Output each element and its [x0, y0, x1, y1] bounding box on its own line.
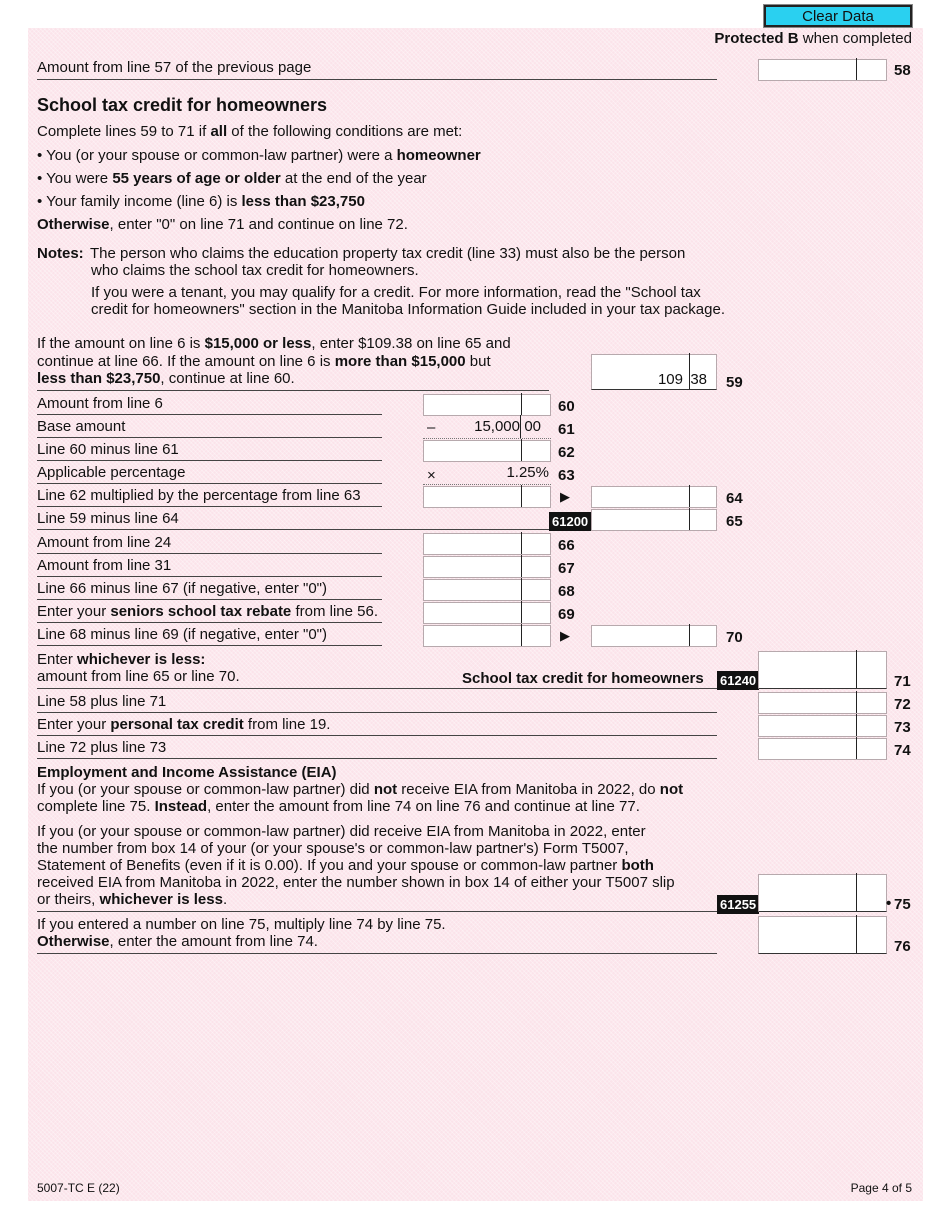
- eia-p1-line-b: complete line 75. Instead, enter the amount from line 74 on line 76 and continue at line 77.: [37, 798, 640, 815]
- line-64-input-left[interactable]: [423, 486, 551, 508]
- line-64-number: 64: [726, 490, 743, 507]
- eia-p2-line-e: or theirs, whichever is less.: [37, 891, 228, 908]
- intro-text: Complete lines 59 to 71 if all of the following conditions are met:: [37, 123, 463, 140]
- bullet-1: • You (or your spouse or common-law partner) were a homeowner: [37, 147, 481, 164]
- note-2-line-b: credit for homeowners" section in the Manitoba Information Guide included in your tax package.: [91, 301, 726, 318]
- line-73-number: 73: [894, 719, 911, 736]
- line-71-label-b: amount from line 65 or line 70.: [37, 668, 240, 685]
- line-58-input[interactable]: [758, 59, 887, 81]
- eia-p2-line-c: Statement of Benefits (even if it is 0.00). If you and your spouse or common-law partner both: [37, 857, 654, 874]
- line-65-label: Line 59 minus line 64: [37, 510, 179, 527]
- line-63-number: 63: [558, 467, 575, 484]
- line-71-title: School tax credit for homeowners: [462, 670, 704, 687]
- line-72-number: 72: [894, 696, 911, 713]
- line-62-label: Line 60 minus line 61: [37, 441, 179, 458]
- line-59-text-a: If the amount on line 6 is $15,000 or less, enter $109.38 on line 65 and: [37, 335, 511, 352]
- line-58-label: Amount from line 57 of the previous page: [37, 59, 312, 76]
- line-65-number: 65: [726, 513, 743, 530]
- page-number: Page 4 of 5: [850, 1181, 912, 1195]
- line-61-number: 61: [558, 421, 575, 438]
- line-66-number: 66: [558, 537, 575, 554]
- line-74-label: Line 72 plus line 73: [37, 739, 167, 756]
- line-69-input[interactable]: [423, 602, 551, 624]
- line-59-text-b: continue at line 66. If the amount on line 6 is more than $15,000 but: [37, 353, 491, 370]
- line-74-input[interactable]: [758, 738, 887, 760]
- line-73-input[interactable]: [758, 715, 887, 737]
- bullet-2: • You were 55 years of age or older at the end of the year: [37, 170, 427, 187]
- form-id: 5007-TC E (22): [37, 1181, 120, 1195]
- line-70-input-right[interactable]: [591, 625, 717, 647]
- line-64-arrow-icon: ▶: [560, 489, 570, 504]
- note-2-line-a: If you were a tenant, you may qualify for a credit. For more information, read the "School tax: [91, 284, 701, 301]
- line-75-number: 75: [894, 896, 911, 913]
- line-72-input[interactable]: [758, 692, 887, 714]
- line-67-input[interactable]: [423, 556, 551, 578]
- line-68-label: Line 66 minus line 67 (if negative, enter "0"): [37, 580, 327, 597]
- line-71-label-a: Enter whichever is less:: [37, 651, 206, 668]
- line-74-number: 74: [894, 742, 911, 759]
- line-71-code: 61240: [717, 671, 759, 690]
- line-69-label: Enter your seniors school tax rebate from line 56.: [37, 603, 378, 620]
- eia-title: Employment and Income Assistance (EIA): [37, 764, 337, 781]
- line-64-label: Line 62 multiplied by the percentage from line 63: [37, 487, 361, 504]
- eia-p1-line-a: If you (or your spouse or common-law partner) did not receive EIA from Manitoba in 2022, do not: [37, 781, 684, 798]
- line-68-number: 68: [558, 583, 575, 600]
- line-63-value: 1.25%: [423, 463, 551, 485]
- line-60-label: Amount from line 6: [37, 395, 163, 412]
- notes-label: Notes:: [37, 245, 84, 262]
- line-71-number: 71: [894, 673, 911, 690]
- line-66-label: Amount from line 24: [37, 534, 172, 551]
- line-60-number: 60: [558, 398, 575, 415]
- line-60-input[interactable]: [423, 394, 551, 416]
- line-69-number: 69: [558, 606, 575, 623]
- line-70-input-left[interactable]: [423, 625, 551, 647]
- eia-p2-line-b: the number from box 14 of your (or your spouse's or common-law partner's) Form T5007,: [37, 840, 629, 857]
- section-title: School tax credit for homeowners: [37, 95, 328, 115]
- line-72-label: Line 58 plus line 71: [37, 693, 167, 710]
- eia-p2-line-a: If you (or your spouse or common-law partner) did receive EIA from Manitoba in 2022, enter: [37, 823, 646, 840]
- note-1-line-a: The person who claims the education property tax credit (line 33) must also be the person: [90, 245, 686, 262]
- line-58-number: 58: [894, 62, 911, 79]
- line-64-input-right[interactable]: [591, 486, 717, 508]
- line-73-label: Enter your personal tax credit from line 19.: [37, 716, 331, 733]
- line-63-label: Applicable percentage: [37, 464, 186, 481]
- line-70-number: 70: [726, 629, 743, 646]
- line-75-code: 61255: [717, 895, 759, 914]
- line-63-operator: ×: [427, 467, 436, 484]
- line-62-number: 62: [558, 444, 575, 461]
- line-75-bullet: •: [886, 895, 892, 912]
- line-67-label: Amount from line 31: [37, 557, 172, 574]
- eia-p2-line-d: received EIA from Manitoba in 2022, enter the number shown in box 14 of either your T5007 slip: [37, 874, 675, 891]
- line-65-input[interactable]: [591, 509, 717, 531]
- line-61-input[interactable]: 15,000 00: [423, 417, 551, 439]
- line-59-input[interactable]: 109 38: [591, 354, 717, 390]
- line-71-input[interactable]: [758, 651, 887, 689]
- line-61-label: Base amount: [37, 418, 126, 435]
- line-65-code: 61200: [549, 512, 591, 531]
- eia-p3-line-a: If you entered a number on line 75, multiply line 74 by line 75.: [37, 916, 446, 933]
- line-68-input[interactable]: [423, 579, 551, 601]
- line-61-operator: –: [427, 419, 436, 436]
- protected-label: Protected B when completed: [714, 30, 912, 47]
- bullet-3: • Your family income (line 6) is less than $23,750: [37, 193, 365, 210]
- line-66-input[interactable]: [423, 533, 551, 555]
- eia-p3-line-b: Otherwise, enter the amount from line 74.: [37, 933, 318, 950]
- line-59-text-c: less than $23,750, continue at line 60.: [37, 370, 295, 387]
- clear-data-button[interactable]: Clear Data: [764, 5, 912, 27]
- line-76-input[interactable]: [758, 916, 887, 954]
- line-75-input[interactable]: [758, 874, 887, 912]
- line-70-label: Line 68 minus line 69 (if negative, enter "0"): [37, 626, 327, 643]
- line-67-number: 67: [558, 560, 575, 577]
- line-70-arrow-icon: ▶: [560, 628, 570, 643]
- line-76-number: 76: [894, 938, 911, 955]
- line-62-input[interactable]: [423, 440, 551, 462]
- note-1-line-b: who claims the school tax credit for homeowners.: [91, 262, 419, 279]
- line-59-number: 59: [726, 374, 743, 391]
- otherwise-text: Otherwise, enter "0" on line 71 and continue on line 72.: [37, 216, 408, 233]
